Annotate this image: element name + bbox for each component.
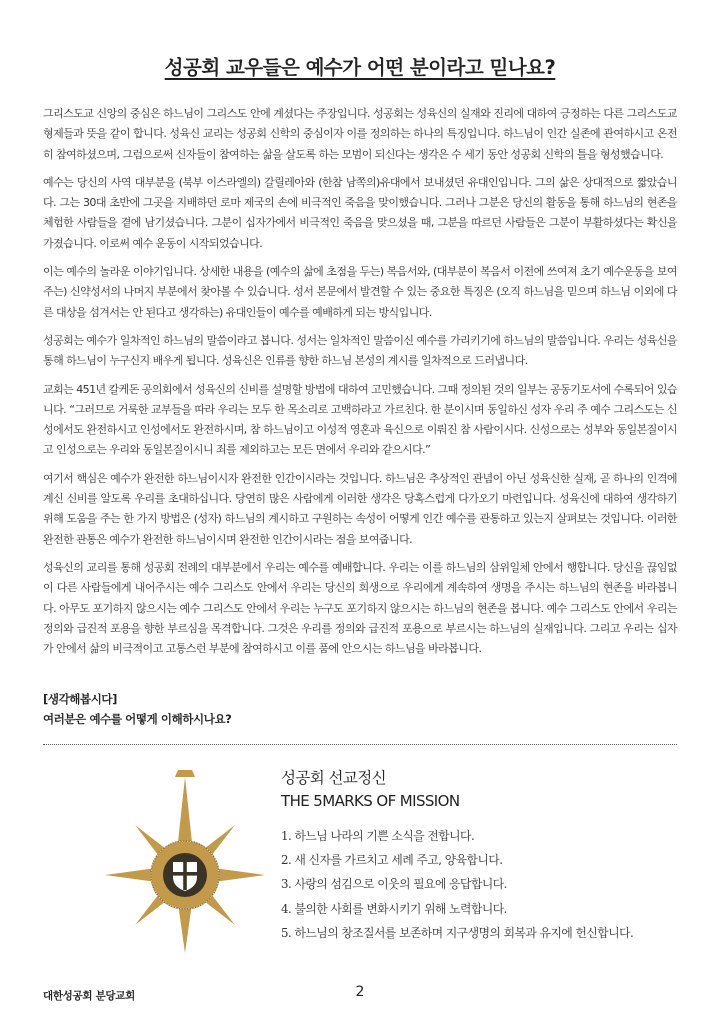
paragraph: 예수는 당신의 사역 대부분을 (북부 이스라엘의) 갈릴레아와 (한참 남쪽의)유대에서 보내셨던 유대인입니다. 그의 삶은 상대적으로 짧았습니다. 그는 30대 초반에 그곳을 지배하던 로마 제국의 손에 비극적인 죽음을 맞이했습니다. 그러나 그분은 당신의 활동을 통해 하느님의 현존을 체험한 사람들을 곁에 남기셨습니다. 그분이 십자가에서 비극적인 죽음을 맞으셨을 때, 그분을 따르던 사람들은 그분이 부활하셨다는 확신을 가졌습니다. 이로써 예수 운동이 시작되었습니다. (43, 175, 677, 250)
mission-subtitle: THE 5MARKS OF MISSION (281, 792, 460, 810)
mission-title: 성공회 선교정신 (281, 769, 386, 787)
paragraph: 여기서 핵심은 예수가 완전한 하느님이시자 완전한 인간이시라는 것입니다. 하느님은 추상적인 관념이 아닌 성육신한 실재, 곧 하나의 인격에 계신 신비를 알도록 우리를 초대하십니다. 당연히 많은 사람에게 이러한 생각은 당혹스럽게 다가오기 마련입니다. 성육신에 대하여 생각하기 위해 도움을 주는 한 가지 방법은 (성자) 하느님의 계시하고 구원하는 속성이 어떻게 인간 예수를 관통하고 있는지 살펴보는 것입니다. 이러한 완전한 관통은 예수가 완전한 하느님이시며 완전한 인간이시라는 점을 보여줍니다. (43, 471, 677, 546)
think-question: 여러분은 예수를 어떻게 이해하시나요? (43, 712, 232, 726)
mission-section (281, 768, 681, 945)
list-item: 3. 사랑의 섬김으로 이웃의 필요에 응답합니다. (281, 877, 507, 892)
think-section (43, 689, 677, 729)
list-item: 1. 하느님 나라의 기쁜 소식을 전합니다. (281, 829, 475, 843)
think-heading: [생각해봅시다] (43, 692, 117, 706)
church-name: 대한성공회 분당교회 (43, 990, 135, 1002)
paragraph: 성육신의 교리를 통해 성공회 전례의 대부분에서 우리는 예수를 예배합니다. 우리는 이를 하느님의 삼위일체 안에서 행합니다. 당신을 끊임없이 다른 사람들에게 내어주시는 예수 그리스도 안에서 우리는 당신의 희생으로 우리에게 계속하여 생명을 주시는 하느님의 현존을 바라봅니다. 아무도 포기하지 않으시는 예수 그리스도 안에서 우리는 누구도 포기하지 않으시는 하느님의 현존을 봅니다. 예수 그리스도 안에서 우리는 정의와 급진적 포용을 향한 부르심을 목격합니다. 그것은 우리를 정의와 급진적 포용으로 부르시는 하느님의 실재입니다. 그리고 우리는 십자가 안에서 삶의 비극적이고 고통스런 부분에 참여하시고 이를 품에 안으시는 하느님을 바라봅니다. (43, 560, 677, 656)
compass-rose-emblem-icon (100, 770, 270, 960)
list-item: 2. 새 신자를 가르치고 세례 주고, 양육합니다. (281, 853, 503, 868)
body-text (43, 104, 677, 667)
section-divider (43, 744, 677, 745)
list-item: 5. 하느님의 창조질서를 보존하며 지구생명의 회복과 유지에 헌신합니다. (281, 925, 634, 940)
paragraph: 그리스도교 신앙의 중심은 하느님이 그리스도 안에 계셨다는 주장입니다. 성공회는 성육신의 실재와 진리에 대하여 긍정하는 다른 그리스도교 형제들과 뜻을 같이 합니다. 성육신 교리는 성공회 신학의 중심이자 이를 정의하는 하나의 특징입니다. 하느님이 인간 실존에 관여하시고 온전히 참여하셨으며, 그럼으로써 신자들이 참여하는 삶을 살도록 하는 모범이 되신다는 생각은 수 세기 동안 성공회 신학의 틀을 형성했습니다. (43, 107, 677, 161)
paragraph: 이는 예수의 놀라운 이야기입니다. 상세한 내용을 (예수의 삶에 초점을 두는) 복음서와, (대부분이 복음서 이전에 쓰여져 초기 예수운동을 보여주는) 신약성서의 나머지 부분에서 찾아볼 수 있습니다. 성서 본문에서 발견할 수 있는 중요한 특징은 (오직 하느님을 믿으며 하느님 이외에 다른 대상을 섬겨서는 안 된다고 생각하는) 유대인들이 예수를 예배하게 되는 방식입니다. (43, 265, 677, 319)
paragraph: 교회는 451년 칼케돈 공의회에서 성육신의 신비를 설명할 방법에 대하여 고민했습니다. 그때 정의된 것의 일부는 공동기도서에 수록되어 있습니다. “그러므로 거룩한 교부들을 따라 우리는 모두 한 목소리로 고백하라고 가르친다. 한 분이시며 동일하신 성자 우리 주 예수 그리스도는 신성에서도 완전하시고 인성에서도 완전하시며, 참 하느님이고 이성적 영혼과 육신으로 이뤄진 참 사람이시다. 신성으로는 성부와 동일본질이시고 인성으로는 우리와 동일본질이시니 죄를 제외하고는 모든 면에서 우리와 같으시다.” (43, 382, 677, 457)
page-title: 성공회 교우들은 예수가 어떤 분이라고 믿나요? (164, 56, 556, 79)
paragraph: 성공회는 예수가 일차적인 하느님의 말씀이라고 봅니다. 성서는 일차적인 말씀이신 예수를 가리키기에 하느님의 말씀입니다. 우리는 성육신을 통해 하느님이 누구신지 배우게 됩니다. 성육신은 인류를 향한 하느님 본성의 계시를 일차적으로 드러냅니다. (43, 333, 677, 368)
mission-list (281, 824, 681, 945)
page-number: 2 (355, 984, 365, 1000)
list-item: 4. 불의한 사회를 변화시키기 위해 노력합니다. (281, 901, 507, 916)
